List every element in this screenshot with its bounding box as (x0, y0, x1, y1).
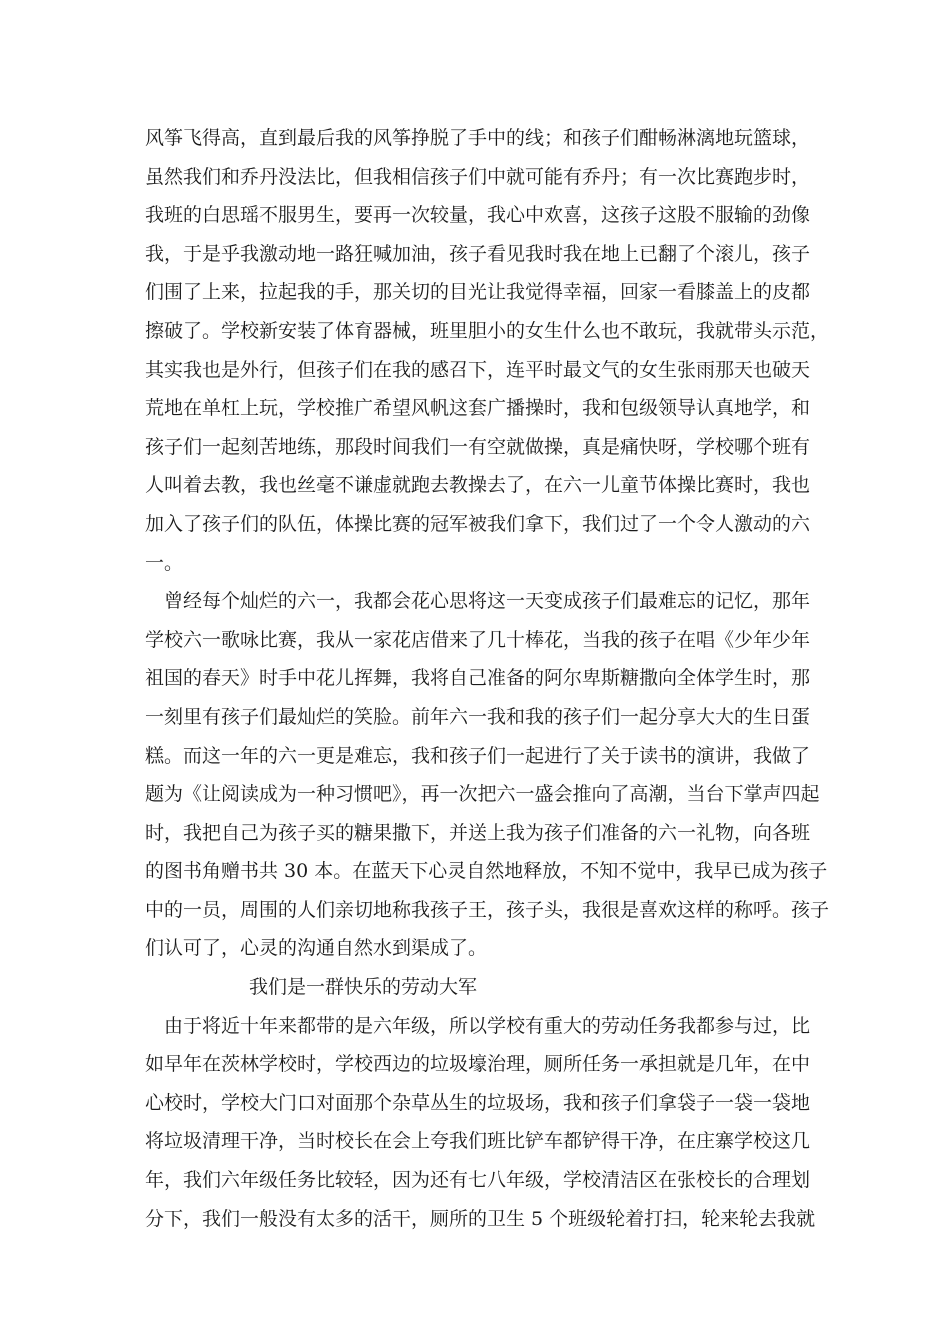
section-heading: 我们是一群快乐的劳动大军 (249, 976, 478, 999)
text-line: 一刻里有孩子们最灿烂的笑脸。前年六一我和我的孩子们一起分享大大的生日蛋 (145, 705, 811, 728)
text-line: 分下，我们一般没有太多的活干，厕所的卫生 5 个班级轮着打扫，轮来轮去我就 (145, 1207, 816, 1230)
text-line: 中的一员，周围的人们亲切地称我孩子王，孩子头，我很是喜欢这样的称呼。孩子 (145, 898, 830, 921)
text-line: 题为《让阅读成为一种习惯吧》，再一次把六一盛会推向了高潮，当台下掌声四起 (145, 783, 820, 806)
text-line: 荒地在单杠上玩，学校推广希望风帆这套广播操时，我和包级领导认真地学，和 (145, 397, 811, 420)
text-line: 将垃圾清理干净，当时校长在会上夸我们班比铲车都铲得干净，在庄寨学校这几 (145, 1130, 811, 1153)
text-line: 人叫着去教，我也丝毫不谦虚就跑去教操去了，在六一儿童节体操比赛时，我也 (145, 474, 811, 497)
text-line: 的图书角赠书共 30 本。在蓝天下心灵自然地释放，不知不觉中，我早已成为孩子 (145, 860, 828, 883)
text-line: 由于将近十年来都带的是六年级，所以学校有重大的劳动任务我都参与过，比 (164, 1014, 811, 1037)
text-line: 年，我们六年级任务比较轻，因为还有七八年级，学校清洁区在张校长的合理划 (145, 1169, 811, 1192)
text-line: 虽然我们和乔丹没法比，但我相信孩子们中就可能有乔丹；有一次比赛跑步时， (145, 165, 811, 188)
text-line: 孩子们一起刻苦地练，那段时间我们一有空就做操，真是痛快呀，学校哪个班有 (145, 435, 811, 458)
text-line: 一。 (145, 551, 184, 574)
text-line: 加入了孩子们的队伍，体操比赛的冠军被我们拿下，我们过了一个令人激动的六 (145, 512, 811, 535)
text-line: 心校时，学校大门口对面那个杂草丛生的垃圾场，我和孩子们拿袋子一袋一袋地 (145, 1091, 811, 1114)
text-line: 们认可了，心灵的沟通自然水到渠成了。 (145, 937, 488, 960)
document-body (145, 119, 830, 1238)
text-line: 糕。而这一年的六一更是难忘，我和孩子们一起进行了关于读书的演讲，我做了 (145, 744, 811, 767)
text-line: 我班的白思瑶不服男生，要再一次较量，我心中欢喜，这孩子这股不服输的劲像 (145, 204, 811, 227)
text-line: 学校六一歌咏比赛，我从一家花店借来了几十棒花，当我的孩子在唱《少年少年 (145, 628, 811, 651)
text-line: 们围了上来，拉起我的手，那关切的目光让我觉得幸福，回家一看膝盖上的皮都 (145, 281, 811, 304)
text-line: 我，于是乎我激动地一路狂喊加油，孩子看见我时我在地上已翻了个滚儿，孩子 (145, 242, 811, 265)
text-line: 曾经每个灿烂的六一，我都会花心思将这一天变成孩子们最难忘的记忆，那年 (164, 590, 811, 613)
text-line: 擦破了。学校新安装了体育器械，班里胆小的女生什么也不敢玩，我就带头示范， (145, 319, 830, 342)
text-line: 其实我也是外行，但孩子们在我的感召下，连平时最文气的女生张雨那天也破天 (145, 358, 811, 381)
text-line: 如早年在茨林学校时，学校西边的垃圾壕治理，厕所任务一承担就是几年，在中 (145, 1053, 811, 1076)
text-line: 风筝飞得高，直到最后我的风筝挣脱了手中的线；和孩子们酣畅淋漓地玩篮球， (145, 127, 811, 149)
text-line: 时，我把自己为孩子买的糖果撒下，并送上我为孩子们准备的六一礼物，向各班 (145, 821, 811, 844)
text-line: 祖国的春天》时手中花儿挥舞，我将自己准备的阿尔卑斯糖撒向全体学生时，那 (145, 667, 811, 690)
